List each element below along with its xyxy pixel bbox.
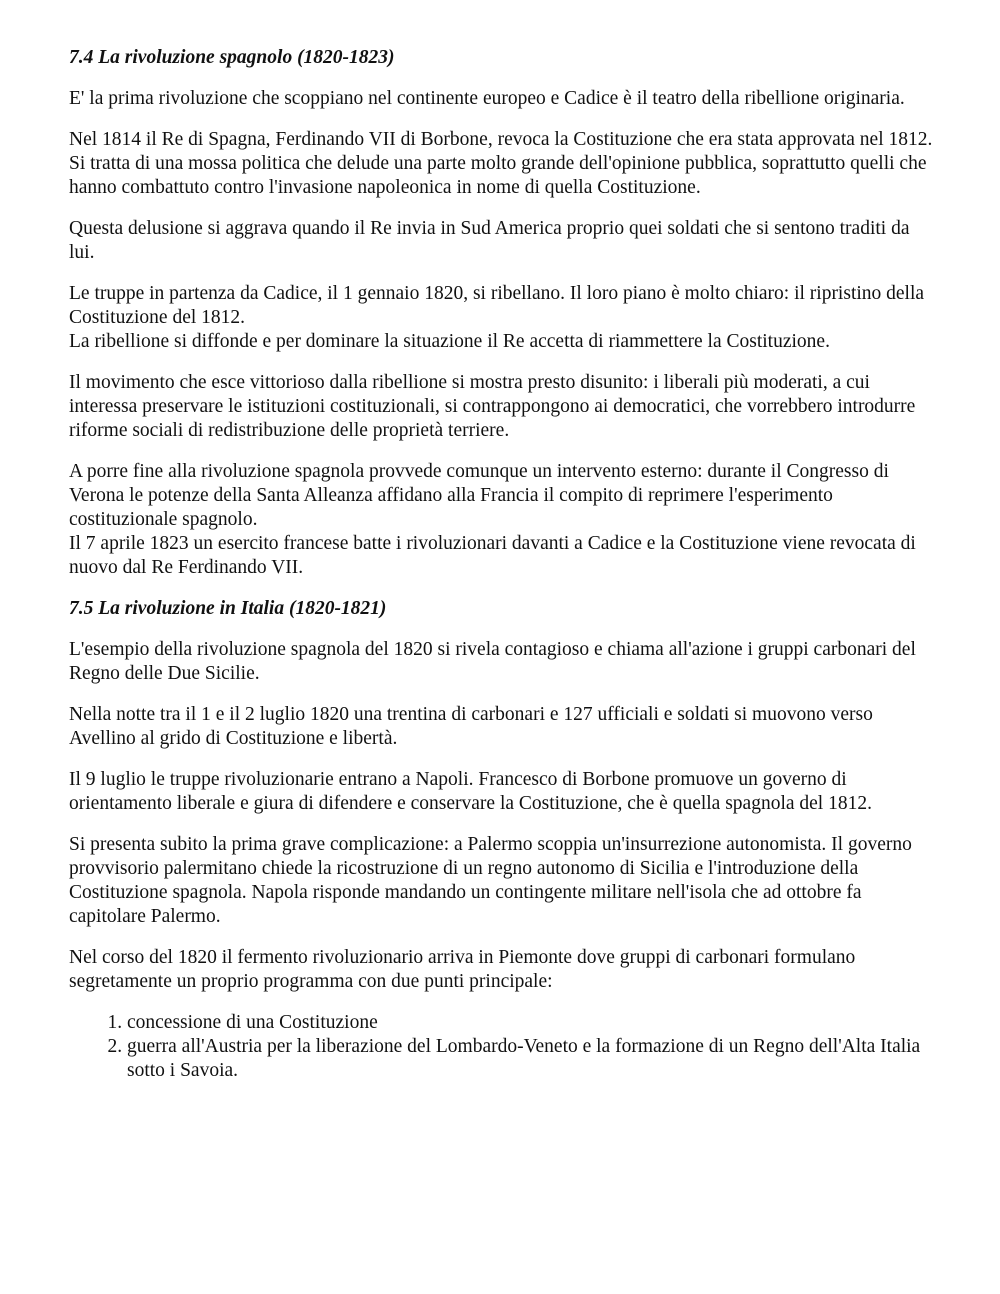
paragraph: Questa delusione si aggrava quando il Re invia in Sud America proprio quei soldati che si sentono traditi da lui. (69, 218, 910, 263)
paragraph: Nel corso del 1820 il fermento rivoluzionario arriva in Piemonte dove gruppi di carbonari formulano segretamente un proprio programma con due punti principale: (69, 947, 856, 992)
paragraph (69, 460, 935, 580)
paragraph-line: La ribellione si diffonde e per dominare la situazione il Re accetta di riammettere la Costituzione. (69, 331, 830, 352)
paragraph-line: A porre fine alla rivoluzione spagnola provvede comunque un intervento esterno: durante il Congresso di Verona le potenze della Santa Alleanza affidano alla Francia il compito di reprimere l'esperimento costituzionale spagnolo. (69, 461, 889, 530)
paragraph: L'esempio della rivoluzione spagnola del 1820 si rivela contagioso e chiama all'azione i gruppi carbonari del Regno delle Due Sicilie. (69, 639, 916, 684)
list-item: 2. guerra all'Austria per la liberazione del Lombardo-Veneto e la formazione di un Regno dell'Alta Italia sotto i Savoia. (127, 1035, 935, 1083)
document-page (69, 46, 935, 1083)
paragraph: Il movimento che esce vittorioso dalla ribellione si mostra presto disunito: i liberali più moderati, a cui interessa preservare le istituzioni costituzionali, si contrappongono ai democratici, che vorrebbero introdurre riforme sociali di redistribuzione delle proprietà terriere. (69, 372, 916, 441)
paragraph (69, 128, 935, 200)
paragraph-line: Si tratta di una mossa politica che delude una parte molto grande dell'opinione pubblica, soprattutto quelli che hanno combattuto contro l'invasione napoleonica in nome di quella Costituzione. (69, 153, 927, 198)
paragraph-line: Le truppe in partenza da Cadice, il 1 gennaio 1820, si ribellano. Il loro piano è molto chiaro: il ripristino della Costituzione del 1812. (69, 283, 925, 328)
paragraph: Il 9 luglio le truppe rivoluzionarie entrano a Napoli. Francesco di Borbone promuove un governo di orientamento liberale e giura di difendere e conservare la Costituzione, che è quella spagnola del 1812. (69, 769, 872, 814)
section-heading-7-4: 7.4 La rivoluzione spagnolo (1820-1823) (69, 47, 395, 68)
paragraph-line: Nel 1814 il Re di Spagna, Ferdinando VII di Borbone, revoca la Costituzione che era stata approvata nel 1812. (69, 129, 933, 150)
paragraph-line: Il 7 aprile 1823 un esercito francese batte i rivoluzionari davanti a Cadice e la Costituzione viene revocata di nuovo dal Re Ferdinando VII. (69, 533, 916, 578)
paragraph: Si presenta subito la prima grave complicazione: a Palermo scoppia un'insurrezione autonomista. Il governo provvisorio palermitano chiede la ricostruzione di un regno autonomo di Sicilia e l'introduzione della Costituzione spagnola. Napola risponde mandando un contingente militare nell'isola che ad ottobre fa capitolare Palermo. (69, 834, 912, 927)
list-item: 1. concessione di una Costituzione (127, 1011, 935, 1035)
paragraph: E' la prima rivoluzione che scoppiano nel continente europeo e Cadice è il teatro della ribellione originaria. (69, 88, 905, 109)
section-heading-7-5: 7.5 La rivoluzione in Italia (1820-1821) (69, 598, 387, 619)
numbered-list (69, 1011, 935, 1083)
paragraph: Nella notte tra il 1 e il 2 luglio 1820 una trentina di carbonari e 127 ufficiali e soldati si muovono verso Avellino al grido di Costituzione e libertà. (69, 704, 873, 749)
paragraph (69, 282, 935, 354)
